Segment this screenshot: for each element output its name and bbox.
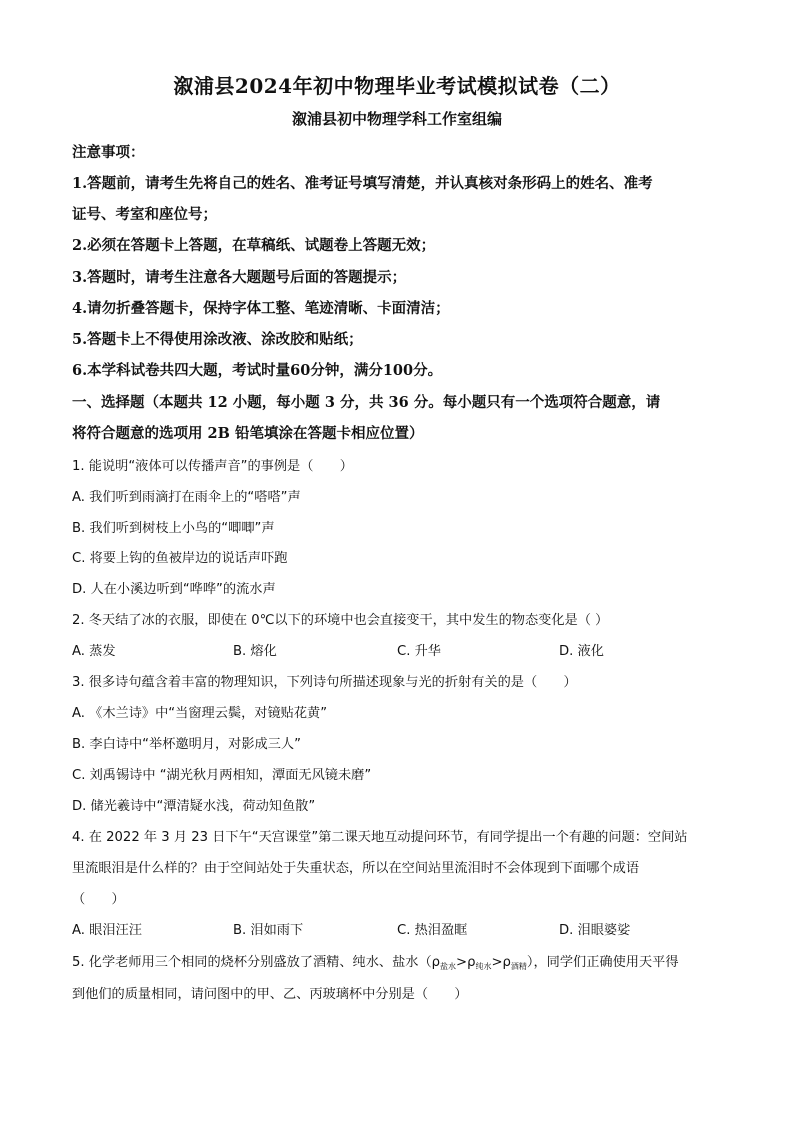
notice-line-1: 1.答题前，请考生先将自己的姓名、准考证号填写清楚，并认真核对条形码上的姓名、准考 [72,175,653,192]
notice-line-6: 6.本学科试卷共四大题，考试时量60分钟，满分100分。 [72,362,443,379]
question-1-option-b: B. 我们听到树枝上小鸟的“唧唧”声 [72,521,275,536]
question-1-stem: 1. 能说明“液体可以传播声音”的事例是（ ） [72,459,353,474]
notice-line-3: 3.答题时，请考生注意各大题题号后面的答题提示； [72,269,407,286]
rho-symbol-1: ρ [431,955,441,970]
notice-line-5: 5.答题卡上不得使用涂改液、涂改胶和贴纸； [72,331,363,348]
question-3-option-d: D. 储光羲诗中“潭清疑水浅，荷动知鱼散” [72,799,316,814]
question-3-option-b: B. 李白诗中“举杯邀明月，对影成三人” [72,737,301,752]
q5-post: ），同学们正确使用天平得 [526,955,679,970]
question-3-stem: 3. 很多诗句蕴含着丰富的物理知识，下列诗句所描述现象与光的折射有关的是（ ） [72,675,577,690]
density-subscript-saltwater: 盐水 [440,962,457,971]
section-heading-line-1: 一、选择题（本题共 12 小题，每小题 3 分，共 36 分。每小题只有一个选项符合题意，请 [72,394,661,411]
question-2-options [72,640,732,660]
density-subscript-alcohol: 酒精 [510,962,527,971]
notice-line-1-cont: 证号、考室和座位号； [72,206,217,223]
question-1-option-d: D. 人在小溪边听到“哗哗”的流水声 [72,582,276,597]
rho-symbol-2: ρ [467,955,476,970]
question-2-option-d: D. 液化 [559,644,604,659]
exam-title: 溆浦县2024年初中物理毕业考试模拟试卷（二） [173,74,621,98]
question-3-option-a: A. 《木兰诗》中“当窗理云鬓，对镜贴花黄” [72,706,328,721]
notice-line-2: 2.必须在答题卡上答题，在草稿纸、试题卷上答题无效； [72,237,436,254]
question-5-stem-line-2: 到他们的质量相同，请问图中的甲、乙、丙玻璃杯中分别是（ ） [72,987,468,1002]
question-4-options [72,919,732,939]
gt-1: > [456,955,468,970]
question-4-option-c: C. 热泪盈眶 [397,923,468,938]
notice-heading: 注意事项： [72,144,145,161]
question-2-option-c: C. 升华 [397,644,441,659]
question-3-option-c: C. 刘禹锡诗中 “湖光秋月两相知，潭面无风镜未磨” [72,768,372,783]
question-5-stem-line-1 [72,951,732,972]
question-4-option-d: D. 泪眼婆娑 [559,923,631,938]
exam-subtitle: 溆浦县初中物理学科工作室组编 [291,110,502,128]
question-2-stem: 2. 冬天结了冰的衣服，即使在 0℃以下的环境中也会直接变干，其中发生的物态变化是（ ） [72,613,609,628]
q5-pre: 5. 化学老师用三个相同的烧杯分别盛放了酒精、纯水、盐水（ [72,955,432,970]
density-subscript-purewater: 纯水 [475,962,492,971]
question-4-stem-line-1: 4. 在 2022 年 3 月 23 日下午“天宫课堂”第二课天地互动提问环节，有同学提出一个有趣的问题：空间站 [72,830,688,845]
question-4-option-a: A. 眼泪汪汪 [72,923,142,938]
section-heading-line-2: 将符合题意的选项用 2B 铅笔填涂在答题卡相应位置） [72,425,424,442]
notice-line-4: 4.请勿折叠答题卡，保持字体工整、笔迹清晰、卡面清洁； [72,300,450,317]
gt-2: > [491,955,503,970]
rho-symbol-3: ρ [502,955,511,970]
question-4-stem-line-3: （ ） [72,892,125,907]
question-2-option-a: A. 蒸发 [72,644,116,659]
question-1-option-a: A. 我们听到雨滴打在雨伞上的“嗒嗒”声 [72,490,301,505]
question-1-option-c: C. 将要上钩的鱼被岸边的说话声吓跑 [72,551,288,566]
question-4-option-b: B. 泪如雨下 [233,923,304,938]
question-4-stem-line-2: 里流眼泪是什么样的？由于空间站处于失重状态，所以在空间站里流泪时不会体现到下面哪个成语 [72,861,640,876]
question-2-option-b: B. 熔化 [233,644,277,659]
